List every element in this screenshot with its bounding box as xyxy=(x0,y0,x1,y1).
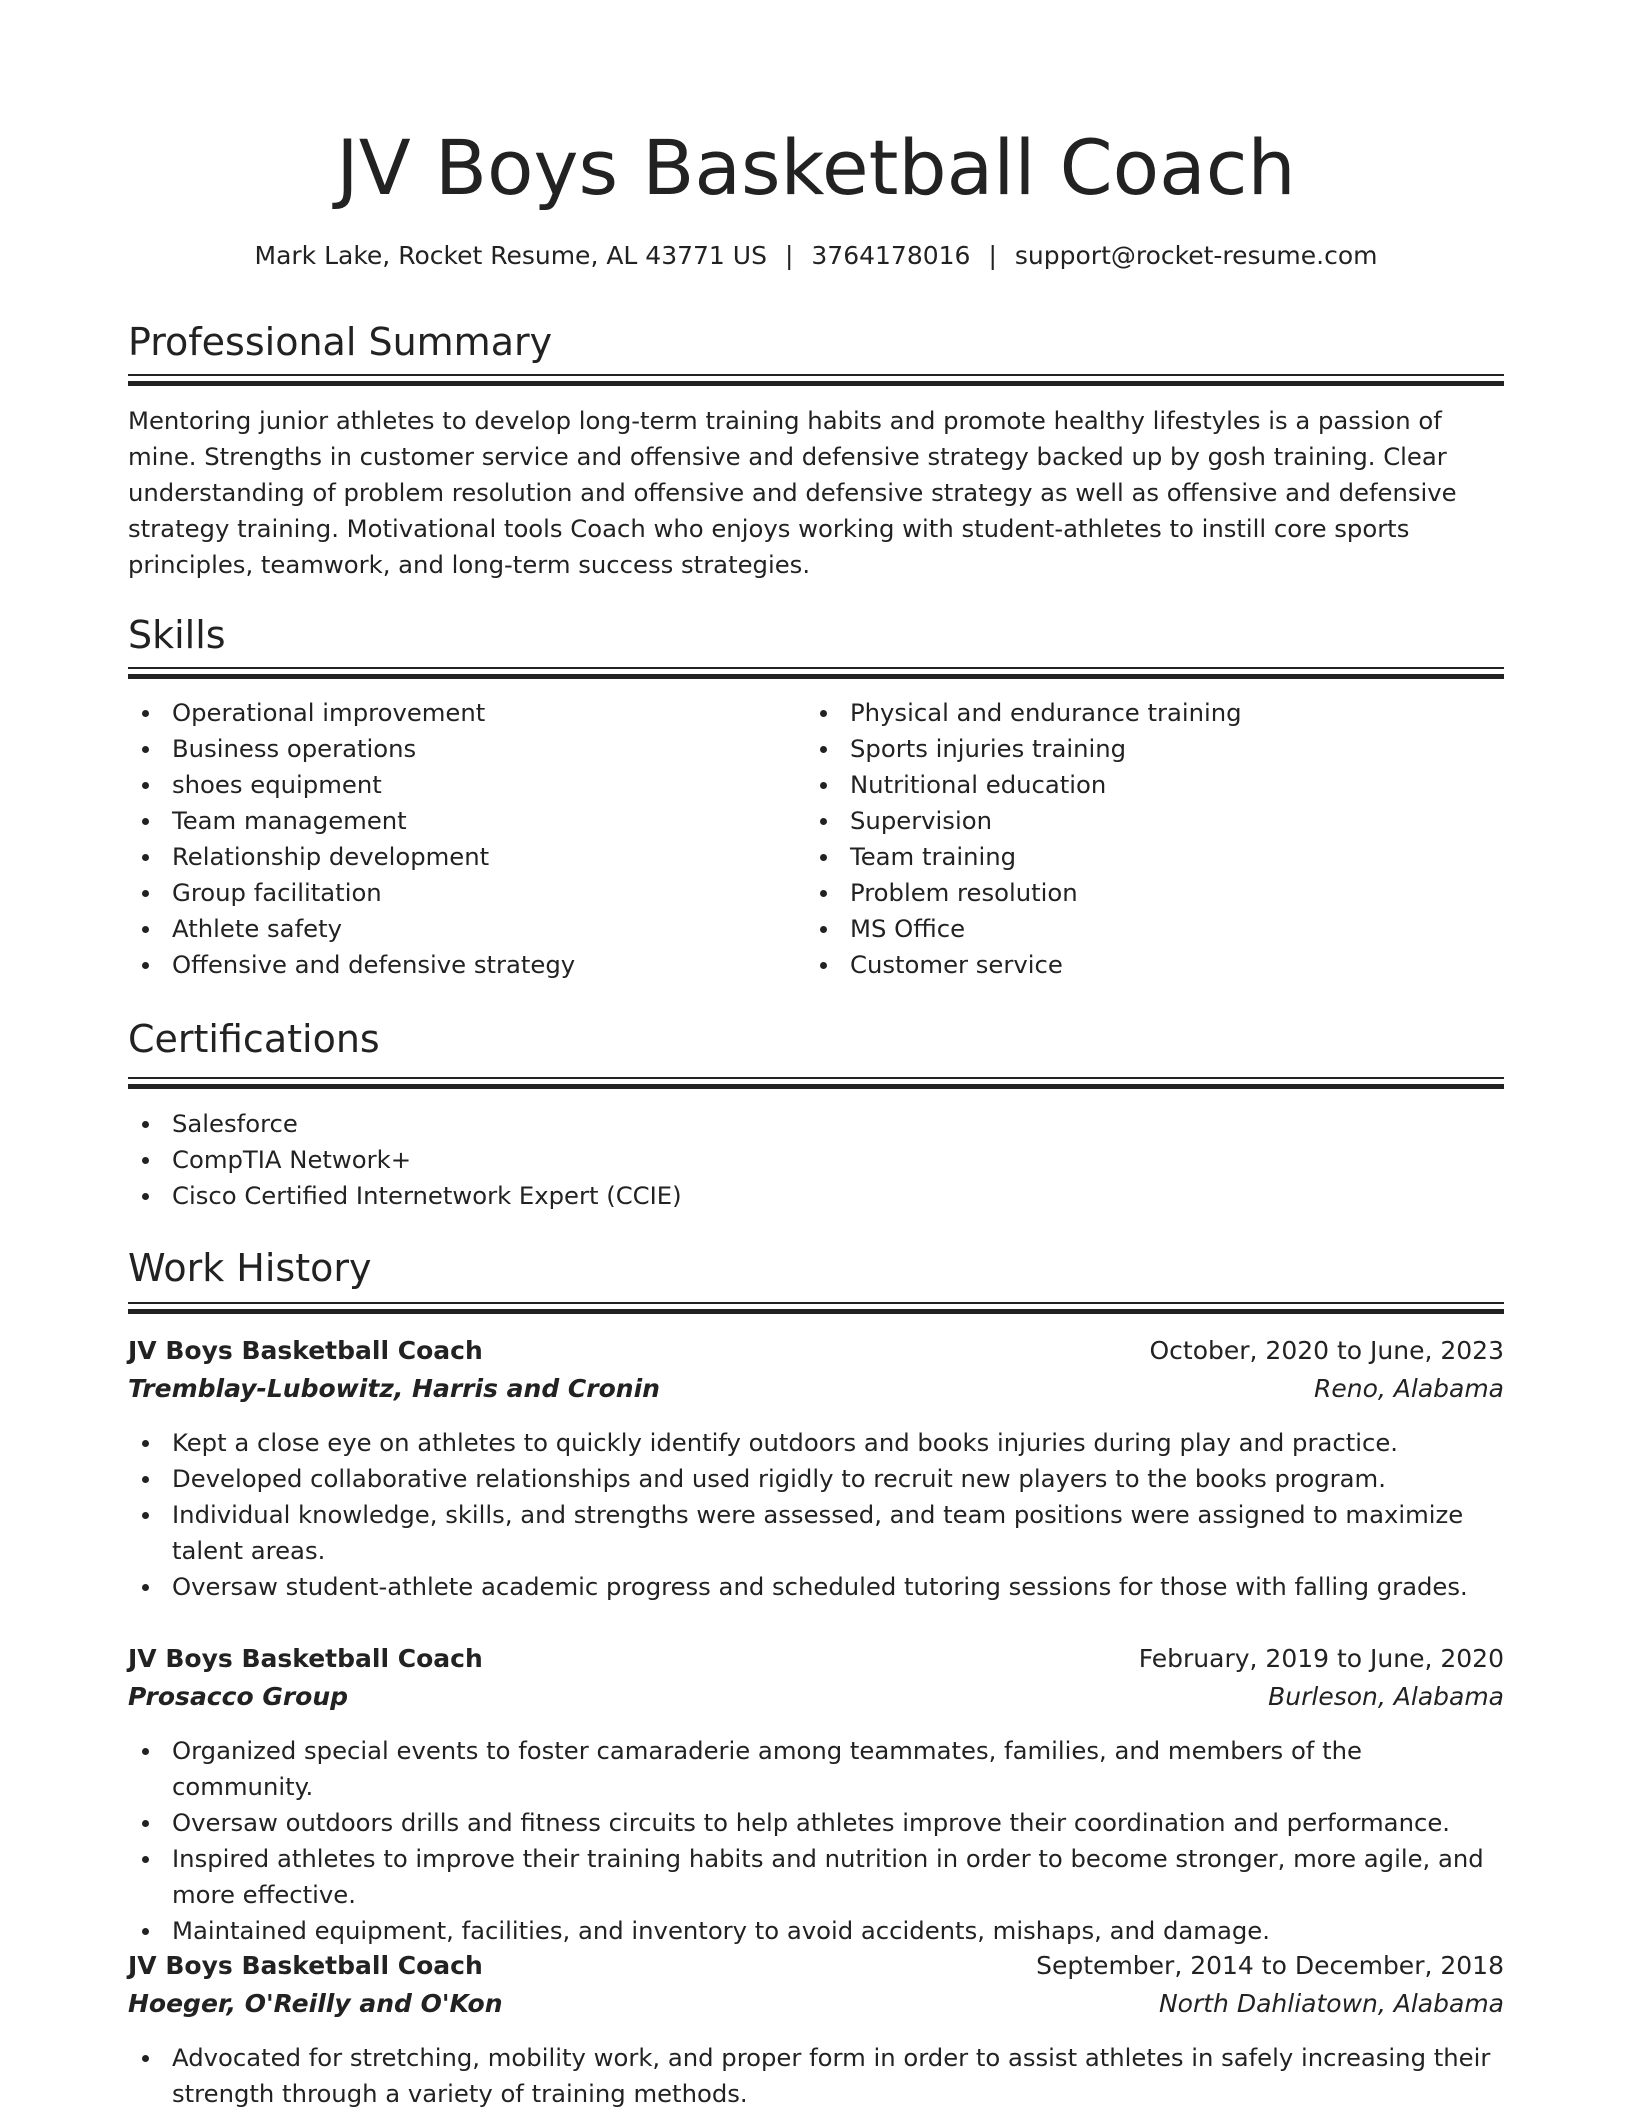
summary-divider xyxy=(128,374,1504,386)
list-item: Kept a close eye on athletes to quickly identify outdoors and books injuries during play and practice. xyxy=(128,1425,1504,1461)
certifications-heading: Certifications xyxy=(128,1017,380,1061)
list-item: Organized special events to foster camaraderie among teammates, families, and members of the community. xyxy=(128,1733,1504,1805)
list-item: Team management xyxy=(128,803,798,839)
list-item: Inspired athletes to improve their training habits and nutrition in order to become stronger, more agile, and more effective. xyxy=(128,1841,1504,1913)
list-item: Group facilitation xyxy=(128,875,798,911)
list-item: Operational improvement xyxy=(128,695,798,731)
list-item: Team training xyxy=(806,839,1504,875)
list-item: Business operations xyxy=(128,731,798,767)
list-item: Physical and endurance training xyxy=(806,695,1504,731)
job-company: Tremblay-Lubowitz, Harris and Cronin xyxy=(128,1374,660,1403)
job-location: Burleson, Alabama xyxy=(1268,1682,1504,1711)
list-item: Nutritional education xyxy=(806,767,1504,803)
work-history-divider xyxy=(128,1302,1504,1314)
job-title: JV Boys Basketball Coach xyxy=(128,1951,483,1980)
skills-list-left xyxy=(128,695,798,983)
job-location: North Dahliatown, Alabama xyxy=(1158,1989,1504,2018)
list-item: Advocated for stretching, mobility work, and proper form in order to assist athletes in safely increasing their strength through a variety of training methods. xyxy=(128,2040,1504,2112)
summary-heading: Professional Summary xyxy=(128,320,553,364)
list-item: Customer service xyxy=(806,947,1504,983)
job-title: JV Boys Basketball Coach xyxy=(128,1644,483,1673)
contact-separator: | xyxy=(988,241,997,270)
list-item: Developed collaborative relationships and used rigidly to recruit new players to the books program. xyxy=(128,1461,1504,1497)
skills-list-right xyxy=(806,695,1504,983)
contact-email: support@rocket-resume.com xyxy=(1014,241,1378,270)
list-item: Supervision xyxy=(806,803,1504,839)
job-company: Hoeger, O'Reilly and O'Kon xyxy=(128,1989,503,2018)
list-item: Sports injuries training xyxy=(806,731,1504,767)
job-bullets xyxy=(128,1425,1504,1605)
list-item: shoes equipment xyxy=(128,767,798,803)
list-item: Problem resolution xyxy=(806,875,1504,911)
list-item: Maintained equipment, facilities, and inventory to avoid accidents, mishaps, and damage. xyxy=(128,1913,1504,1949)
job-dates: February, 2019 to June, 2020 xyxy=(1138,1644,1504,1673)
list-item: Cisco Certified Internetwork Expert (CCIE) xyxy=(128,1178,1504,1214)
list-item: Offensive and defensive strategy xyxy=(128,947,798,983)
work-history-heading: Work History xyxy=(128,1246,372,1290)
list-item: Individual knowledge, skills, and strengths were assessed, and team positions were assigned to maximize talent areas. xyxy=(128,1497,1504,1569)
job-location: Reno, Alabama xyxy=(1313,1374,1504,1403)
list-item: Salesforce xyxy=(128,1106,1504,1142)
contact-separator: | xyxy=(784,241,794,270)
skills-divider xyxy=(128,667,1504,679)
list-item: Oversaw student-athlete academic progress and scheduled tutoring sessions for those with falling grades. xyxy=(128,1569,1504,1605)
contact-phone: 3764178016 xyxy=(811,241,971,270)
job-bullets xyxy=(128,2040,1504,2112)
summary-text: Mentoring junior athletes to develop long-term training habits and promote healthy lifestyles is a passion of mine. Strengths in customer service and offensive and defensive strategy backed up by gosh training. Clear understanding of problem resolution and offensive and defensive strategy as well as offensive and defensive strategy training. Motivational tools Coach who enjoys working with student-athletes to instill core sports principles, teamwork, and long-term success strategies. xyxy=(128,406,1457,579)
contact-line xyxy=(128,238,1504,274)
list-item: Athlete safety xyxy=(128,911,798,947)
job-dates: October, 2020 to June, 2023 xyxy=(1149,1336,1504,1365)
contact-address: Mark Lake, Rocket Resume, AL 43771 US xyxy=(254,241,767,270)
list-item: MS Office xyxy=(806,911,1504,947)
resume-title: JV Boys Basketball Coach xyxy=(336,123,1296,212)
list-item: CompTIA Network+ xyxy=(128,1142,1504,1178)
job-title: JV Boys Basketball Coach xyxy=(128,1336,483,1365)
list-item: Relationship development xyxy=(128,839,798,875)
skills-heading: Skills xyxy=(128,613,226,657)
certifications-divider xyxy=(128,1077,1504,1089)
certifications-list xyxy=(128,1106,1504,1214)
job-bullets xyxy=(128,1733,1504,1949)
job-company: Prosacco Group xyxy=(128,1682,349,1711)
list-item: Oversaw outdoors drills and fitness circuits to help athletes improve their coordination and performance. xyxy=(128,1805,1504,1841)
job-dates: September, 2014 to December, 2018 xyxy=(1036,1951,1504,1980)
